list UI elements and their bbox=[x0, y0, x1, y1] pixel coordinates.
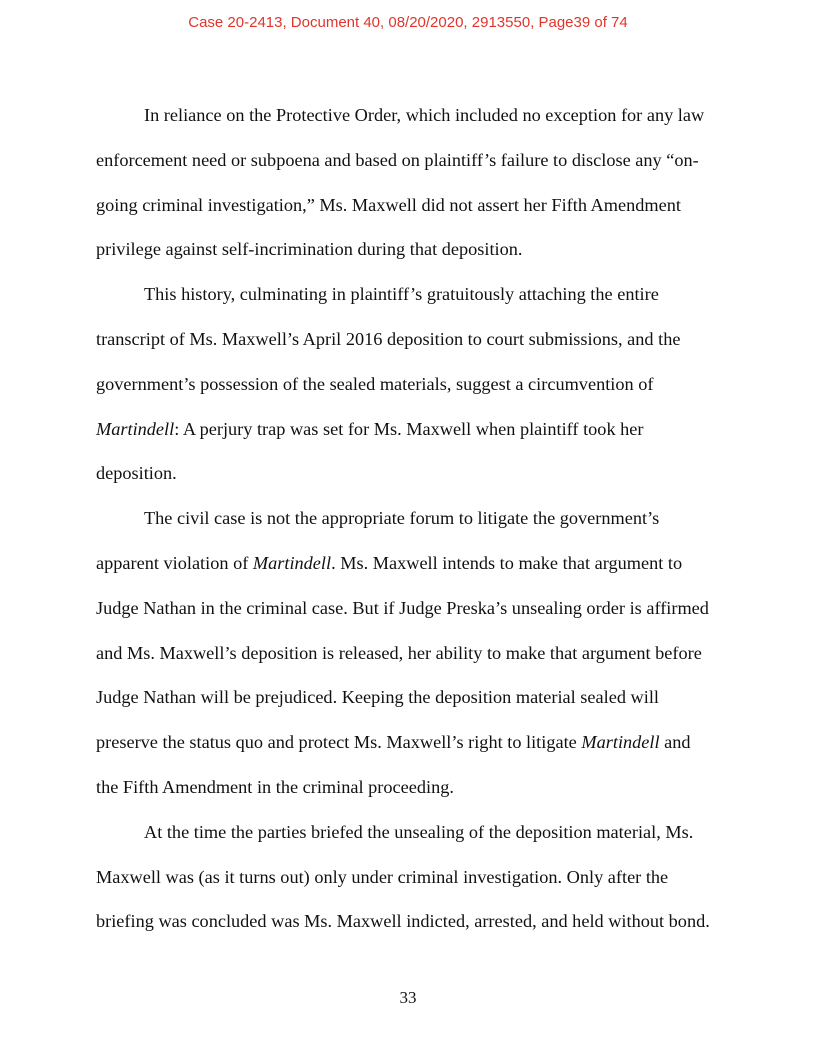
text-line: The civil case is not the appropriate forum to litigate the government’s bbox=[144, 508, 660, 529]
text-line: Maxwell was (as it turns out) only under criminal investigation. Only after the bbox=[96, 866, 669, 887]
document-body bbox=[96, 93, 736, 944]
text-fragment: : A perjury trap was set for Ms. Maxwell when plaintiff took her bbox=[174, 418, 644, 439]
text-line bbox=[96, 541, 736, 586]
text-fragment: and bbox=[659, 732, 691, 753]
page-number-text: 33 bbox=[399, 988, 417, 1007]
text-line: enforcement need or subpoena and based on plaintiff’s failure to disclose any “on- bbox=[96, 149, 699, 170]
text-fragment: . Ms. Maxwell intends to make that argument to bbox=[331, 552, 683, 573]
text-line: briefing was concluded was Ms. Maxwell indicted, arrested, and held without bond. bbox=[96, 911, 710, 932]
case-header-text: Case 20-2413, Document 40, 08/20/2020, 2913550, Page39 of 74 bbox=[188, 14, 628, 31]
page-number bbox=[0, 986, 816, 1010]
text-line: Judge Nathan will be prejudiced. Keeping the deposition material sealed will bbox=[96, 687, 659, 708]
text-line: the Fifth Amendment in the criminal proceeding. bbox=[96, 776, 454, 797]
case-citation-martindell: Martindell bbox=[96, 418, 175, 439]
text-line: In reliance on the Protective Order, which included no exception for any law bbox=[144, 105, 705, 125]
text-fragment: preserve the status quo and protect Ms. Maxwell’s right to litigate bbox=[96, 732, 582, 753]
paragraph-2 bbox=[96, 272, 736, 496]
case-citation-martindell: Martindell bbox=[581, 732, 660, 753]
paragraph-1 bbox=[96, 93, 736, 272]
text-line bbox=[96, 720, 736, 765]
text-line bbox=[96, 407, 736, 452]
text-line: privilege against self-incrimination during that deposition. bbox=[96, 239, 523, 260]
text-line: and Ms. Maxwell’s deposition is released, her ability to make that argument before bbox=[96, 642, 702, 663]
paragraph-4 bbox=[96, 810, 736, 944]
paragraph-3 bbox=[96, 496, 736, 810]
text-line: going criminal investigation,” Ms. Maxwell did not assert her Fifth Amendment bbox=[96, 194, 681, 215]
text-line: At the time the parties briefed the unsealing of the deposition material, Ms. bbox=[144, 821, 694, 842]
text-line: This history, culminating in plaintiff’s gratuitously attaching the entire bbox=[144, 284, 659, 305]
case-citation-martindell: Martindell bbox=[252, 552, 332, 573]
text-line: government’s possession of the sealed materials, suggest a circumvention of bbox=[96, 373, 654, 394]
text-line: Judge Nathan in the criminal case. But if Judge Preska’s unsealing order is affirmed bbox=[96, 597, 709, 618]
case-header bbox=[0, 12, 816, 34]
text-fragment: apparent violation of bbox=[96, 552, 253, 573]
text-line: deposition. bbox=[96, 463, 177, 484]
text-line: transcript of Ms. Maxwell’s April 2016 deposition to court submissions, and the bbox=[96, 328, 681, 349]
